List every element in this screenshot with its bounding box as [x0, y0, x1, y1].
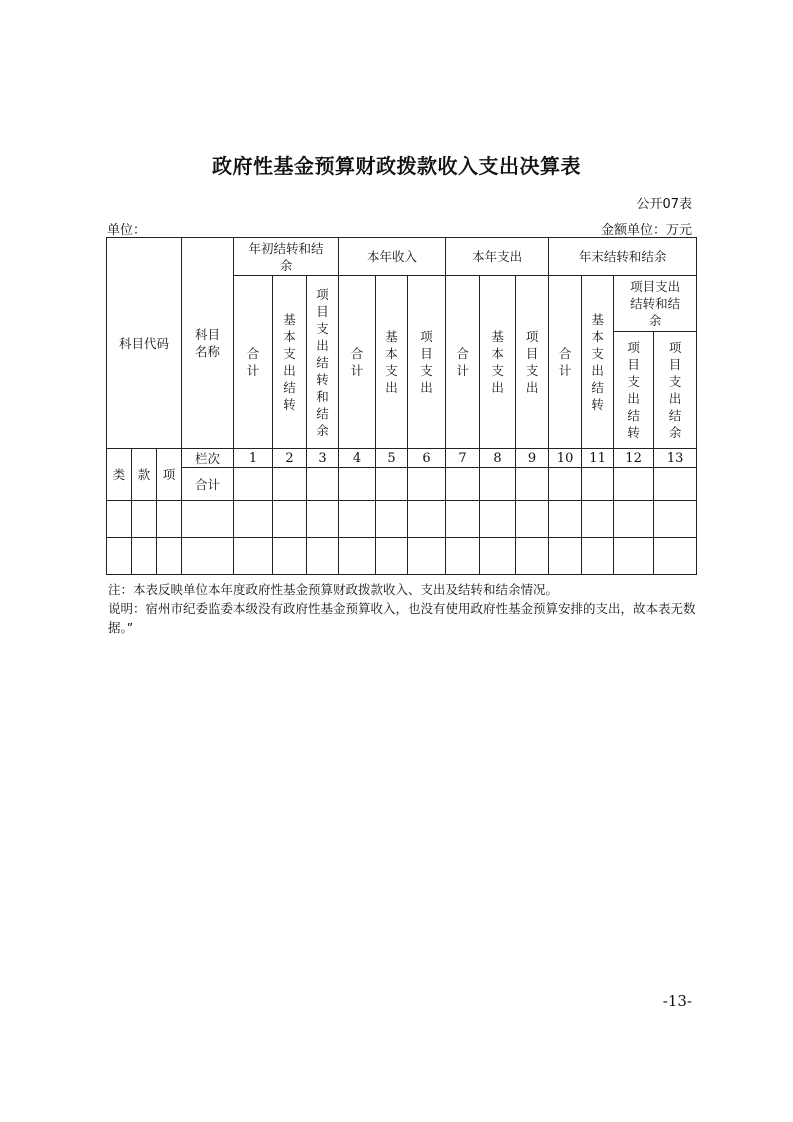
column-number: 7	[446, 449, 480, 468]
header-end-project-carryover: 项目支出结转	[614, 332, 654, 449]
header-expense-project: 项目支出	[516, 276, 549, 449]
unit-label: 单位：	[107, 223, 147, 238]
column-number: 9	[516, 449, 549, 468]
table-cell	[376, 468, 408, 501]
header-begin-basic: 基本支出结转	[273, 276, 307, 449]
column-number: 10	[549, 449, 582, 468]
table-row	[107, 538, 697, 575]
table-cell	[582, 468, 614, 501]
header-subject-name: 科目名称	[182, 238, 234, 449]
table-code: 公开07表	[636, 197, 692, 212]
note-text: 注：本表反映单位本年度政府性基金预算财政拨款收入、支出及结转和结余情况。	[108, 582, 559, 597]
table-cell	[273, 468, 307, 501]
page-number: -13-	[662, 992, 692, 1010]
table-cell	[307, 468, 339, 501]
header-end-balance: 年末结转和结余	[549, 238, 697, 276]
row-label-total: 合计	[182, 468, 234, 501]
row-label-section: 款	[132, 449, 157, 501]
column-number: 1	[234, 449, 273, 468]
header-income-project: 项目支出	[408, 276, 446, 449]
column-number: 2	[273, 449, 307, 468]
header-end-basic: 基本支出结转	[582, 276, 614, 449]
header-begin-balance: 年初结转和结余	[234, 238, 339, 276]
header-expense-total: 合计	[446, 276, 480, 449]
column-number: 8	[480, 449, 516, 468]
document-title: 政府性基金预算财政拨款收入支出决算表	[212, 154, 581, 178]
table-cell	[408, 468, 446, 501]
table-cell	[480, 468, 516, 501]
column-number: 6	[408, 449, 446, 468]
table-cell	[549, 468, 582, 501]
budget-table	[106, 237, 697, 575]
row-label-column-index: 栏次	[182, 449, 234, 468]
row-label-category: 类	[107, 449, 132, 501]
header-current-expense: 本年支出	[446, 238, 549, 276]
header-end-project-balance: 项目支出结余	[654, 332, 697, 449]
header-begin-project: 项目支出结转和结余	[307, 276, 339, 449]
header-end-total: 合计	[549, 276, 582, 449]
column-number: 11	[582, 449, 614, 468]
header-begin-total: 合计	[234, 276, 273, 449]
row-label-item: 项	[157, 449, 182, 501]
header-income-basic: 基本支出	[376, 276, 408, 449]
table-cell	[654, 468, 697, 501]
header-income-total: 合计	[339, 276, 376, 449]
table-cell	[234, 468, 273, 501]
column-number: 4	[339, 449, 376, 468]
explanation-text: 说明：宿州市纪委监委本级没有政府性基金预算收入，也没有使用政府性基金预算安排的支出，故本表无数据。”	[108, 601, 696, 635]
table-cell	[516, 468, 549, 501]
table-cell	[446, 468, 480, 501]
table-cell	[614, 468, 654, 501]
header-expense-basic: 基本支出	[480, 276, 516, 449]
amount-unit: 金额单位：万元	[600, 223, 692, 238]
column-number: 13	[654, 449, 697, 468]
column-number: 3	[307, 449, 339, 468]
header-end-project: 项目支出结转和结余	[614, 276, 697, 332]
header-subject-code: 科目代码	[107, 238, 182, 449]
table-row	[107, 501, 697, 538]
column-number: 12	[614, 449, 654, 468]
header-current-income: 本年收入	[339, 238, 446, 276]
column-number: 5	[376, 449, 408, 468]
table-cell	[339, 468, 376, 501]
notes	[108, 580, 698, 637]
